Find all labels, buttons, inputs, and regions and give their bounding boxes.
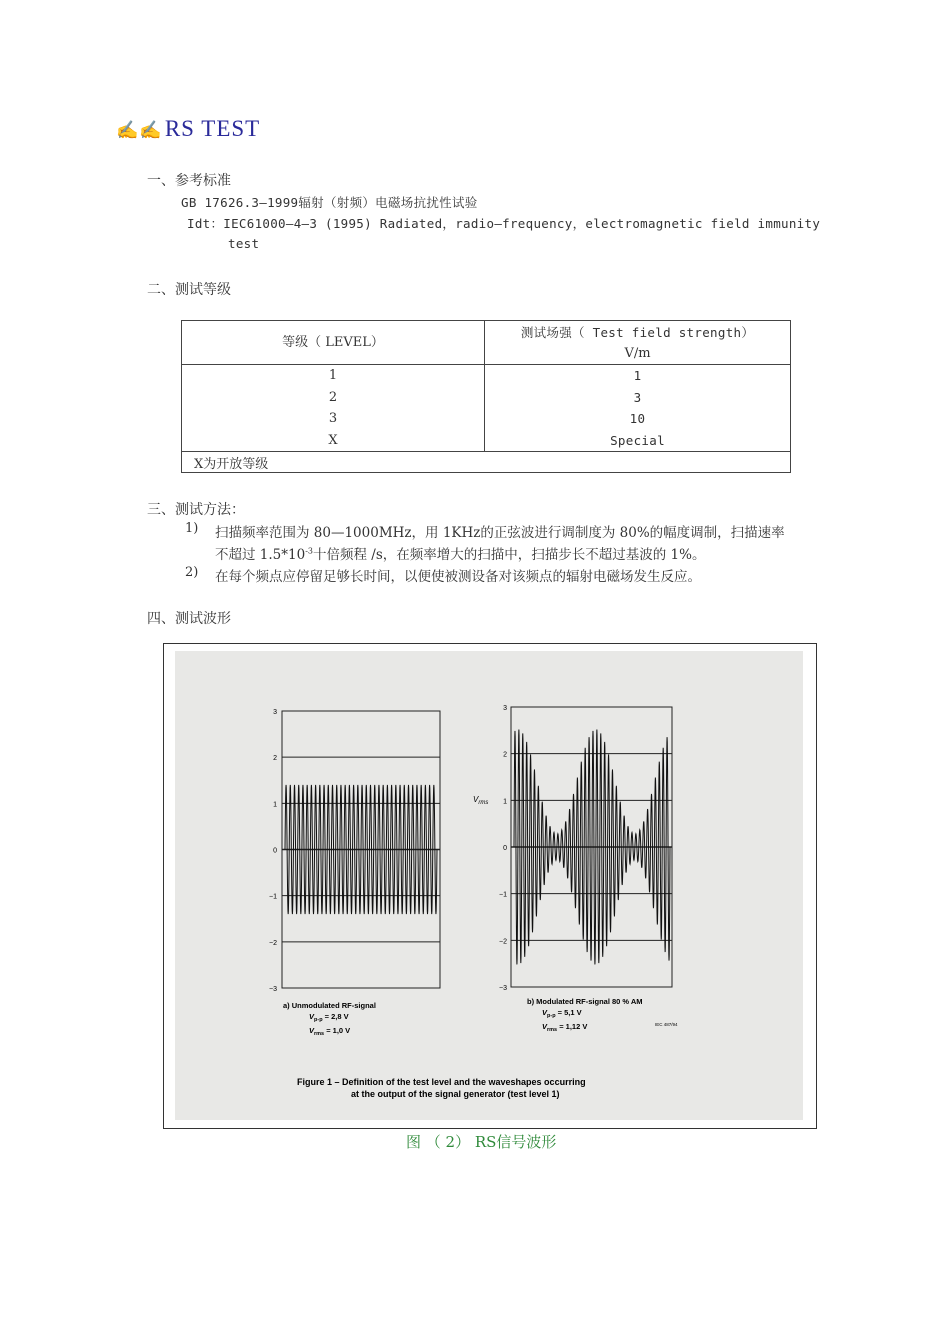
left-vrms: $V_{rms} = 1,0$ V <box>309 1026 351 1037</box>
strength-value: Special <box>610 432 665 448</box>
idt-standard-line-cont: test <box>228 236 260 251</box>
level-value: 1 <box>328 368 338 383</box>
y-tick-label: −2 <box>499 938 507 946</box>
y-tick-label: 2 <box>273 755 277 763</box>
level-value: 3 <box>328 411 338 426</box>
section-heading-4: 四、测试波形 <box>147 611 231 627</box>
method-item-1-cont <box>215 543 705 563</box>
y-tick-label: −3 <box>269 986 277 993</box>
vrms-axis-label: $V_{rms}$ <box>473 795 489 806</box>
page-title <box>116 116 260 142</box>
sweep-rate-text: 不超过 1.5*10 <box>215 547 306 563</box>
left-vpp: $V_{p-p} = 2,8$ V <box>309 1012 349 1023</box>
table-note: X为开放等级 <box>182 452 791 473</box>
level-values-cell <box>182 365 485 452</box>
waveform-plots <box>175 651 803 1120</box>
figure-title-line-1: Figure 1 – Definition of the test level and the waveshapes occurring <box>297 1077 586 1087</box>
writing-hand-icon: ✍✍ <box>116 120 163 140</box>
section-heading-3: 三、测试方法： <box>147 502 245 518</box>
sweep-rate-exponent: -3 <box>305 546 313 556</box>
strength-values-cell <box>485 365 791 452</box>
left-caption: a) Unmodulated RF-signal <box>283 1001 376 1010</box>
right-vpp: $V_{p-p} = 5,1$ V <box>542 1008 582 1019</box>
reference-tag: IEC 487/94 <box>655 1022 678 1027</box>
method-item-2-number: 2) <box>185 565 199 580</box>
y-tick-label: 3 <box>503 705 507 712</box>
strength-header-text: 测试场强（ Test field strength） <box>520 324 755 340</box>
method-item-1-number: 1) <box>185 521 199 536</box>
strength-column-header <box>485 321 791 365</box>
test-level-table <box>181 320 791 473</box>
reference-standard-line: GB 17626.3—1999辐射（射频）电磁场抗扰性试验 <box>181 195 478 210</box>
y-tick-label: −2 <box>269 939 277 947</box>
y-tick-label: 2 <box>503 751 507 759</box>
strength-value: 3 <box>633 389 642 405</box>
y-tick-label: −1 <box>499 891 507 899</box>
section-heading-1: 一、参考标准 <box>147 173 231 189</box>
y-tick-label: 1 <box>503 798 507 806</box>
level-value: X <box>328 432 338 448</box>
strength-unit: V/m <box>624 345 651 361</box>
waveform-figure <box>163 643 817 1129</box>
strength-value: 10 <box>629 411 646 426</box>
strength-value: 1 <box>633 368 642 383</box>
level-column-header: 等级（ LEVEL） <box>182 321 485 365</box>
unmodulated-rf-waveform <box>285 785 437 914</box>
y-tick-label: 0 <box>503 845 507 852</box>
section-heading-2: 二、测试等级 <box>147 282 231 298</box>
right-caption: b) Modulated RF-signal 80 % AM <box>527 997 643 1006</box>
method-item-1: 扫描频率范围为 80—1000MHz，用 1KHz的正弦波进行调制度为 80%的幅度调制，扫描速率 <box>215 525 785 541</box>
figure-title-line-2: at the output of the signal generator (test level 1) <box>351 1089 560 1099</box>
y-tick-label: 3 <box>273 709 277 716</box>
title-text: RS TEST <box>164 116 261 141</box>
figure-caption: 图 （ 2） RS信号波形 <box>406 1133 557 1151</box>
right-vrms: $V_{rms} = 1,12$ V <box>542 1022 588 1033</box>
method-item-2: 在每个频点应停留足够长时间，以便使被测设备对该频点的辐射电磁场发生反应。 <box>215 569 701 585</box>
idt-standard-line: Idt：IEC61000—4—3 (1995) Radiated，radio—frequency，electromagnetic field immunity <box>187 216 821 231</box>
modulated-rf-waveform <box>514 730 670 965</box>
waveform-scan <box>175 651 803 1120</box>
sweep-rate-text-rest: 十倍频程 /s，在频率增大的扫描中，扫描步长不超过基波的 1%。 <box>313 547 706 563</box>
y-tick-label: −3 <box>499 985 507 992</box>
level-value: 2 <box>328 389 338 405</box>
y-tick-label: −1 <box>269 893 277 901</box>
left-tick-labels <box>269 709 277 993</box>
y-tick-label: 1 <box>273 801 277 809</box>
y-tick-label: 0 <box>273 847 277 855</box>
right-tick-labels <box>499 705 507 992</box>
